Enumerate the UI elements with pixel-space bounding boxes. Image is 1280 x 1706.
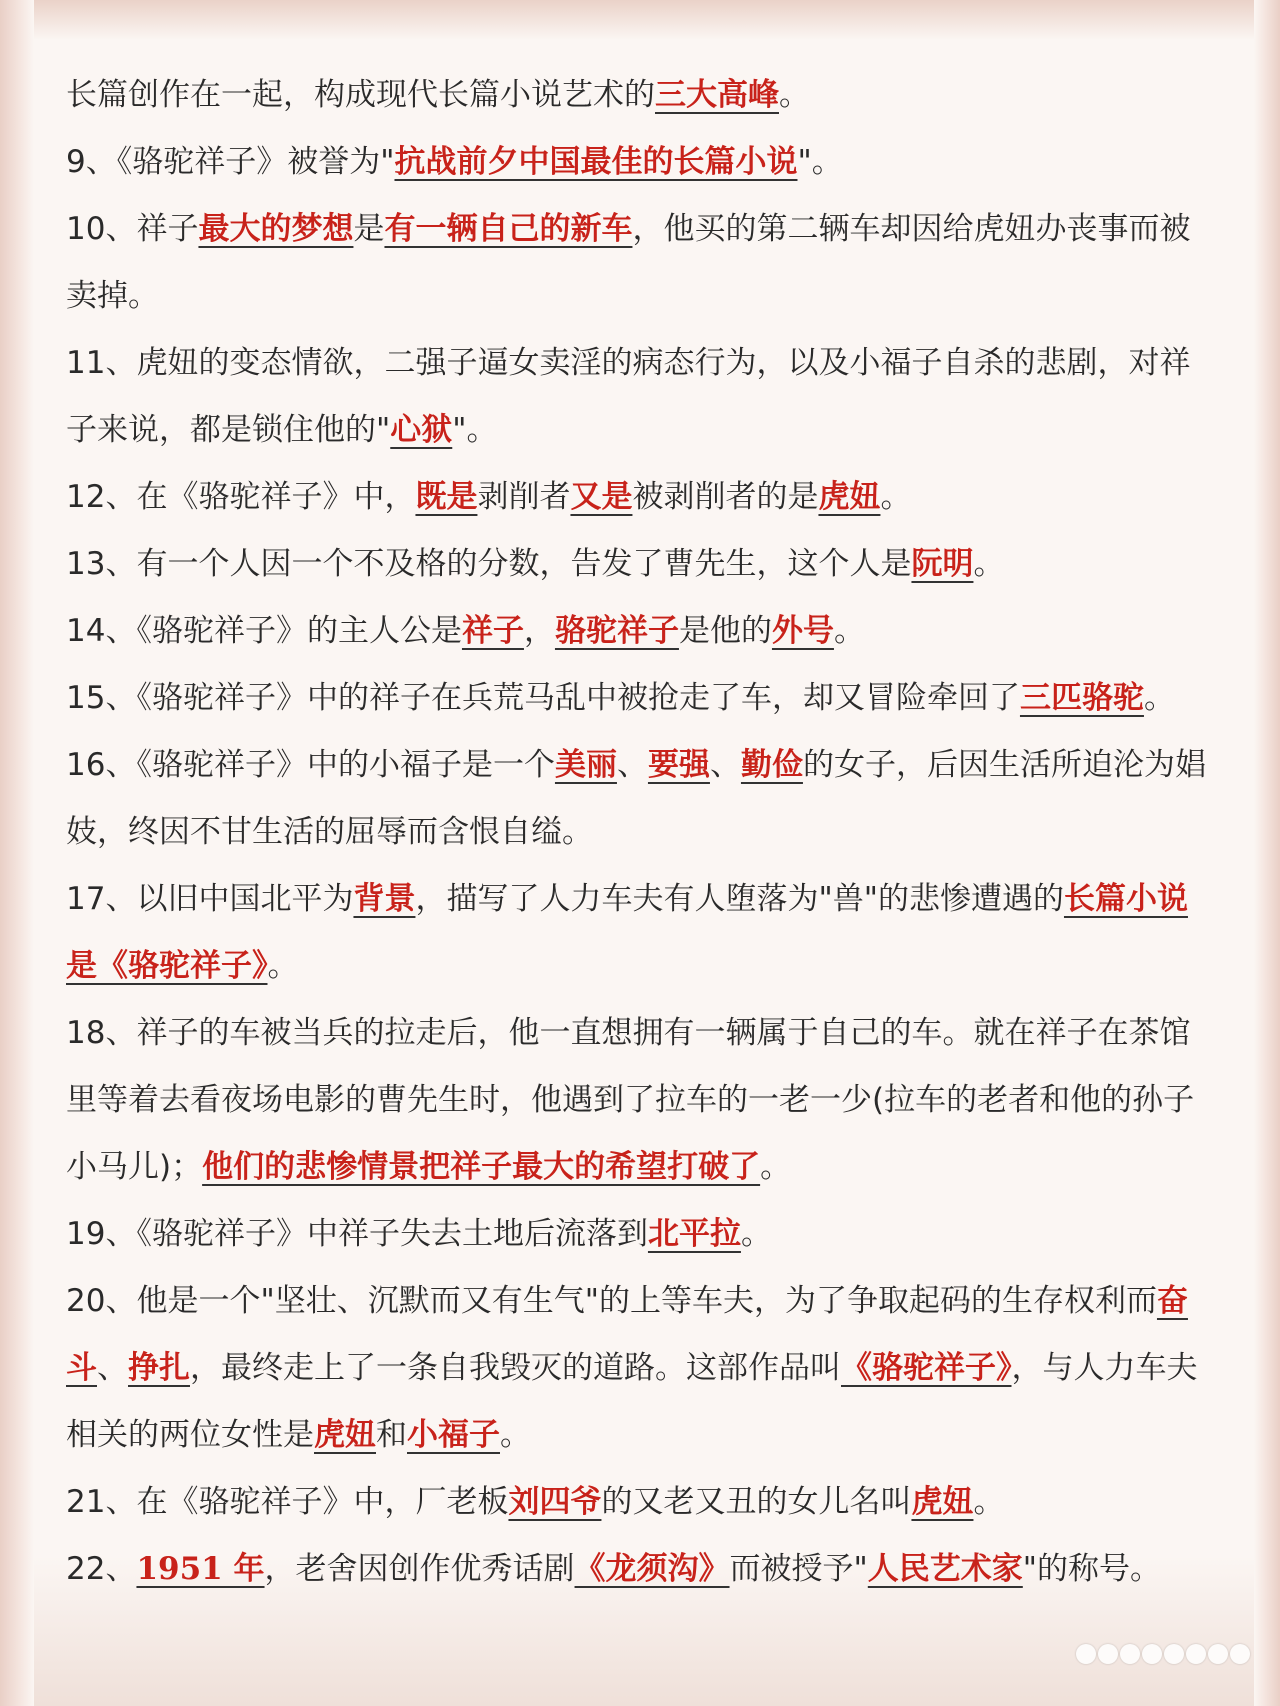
text-segment: 11、虎妞的变态情欲，二强子逼女卖淫的病态行为，以及小福子自杀的悲剧，对祥子来说，都是锁住他的" <box>66 345 1191 448</box>
paragraph <box>66 1469 1216 1536</box>
paragraph <box>66 732 1216 866</box>
highlighted-answer: 长篇小说是《骆驼祥子》 <box>66 881 1188 984</box>
text-segment: ，与人力车夫相关的两位女性是 <box>66 1350 1198 1453</box>
document-page <box>66 62 1216 1603</box>
text-segment: 、 <box>97 1350 128 1386</box>
text-segment: 17、以旧中国北平为 <box>66 881 354 917</box>
paragraph <box>66 1000 1216 1201</box>
text-segment: 。 <box>267 948 299 984</box>
highlighted-answer: 小福子 <box>407 1417 500 1453</box>
highlighted-answer: 祥子 <box>461 613 524 649</box>
text-segment: 剥削者 <box>477 479 571 515</box>
paragraph <box>66 598 1216 665</box>
text-segment: 。 <box>833 613 865 649</box>
dot-icon <box>1208 1644 1228 1664</box>
text-segment: "。 <box>452 412 498 448</box>
text-segment: 而被授予" <box>729 1551 868 1587</box>
text-segment: 被剥削者的是 <box>632 479 819 515</box>
text-segment: 、 <box>616 747 648 783</box>
text-segment: 是 <box>353 211 385 247</box>
highlighted-answer: 1951 年 <box>136 1551 265 1587</box>
highlighted-answer: 奋斗 <box>66 1283 1188 1386</box>
paragraph <box>66 464 1216 531</box>
highlighted-answer: 美丽 <box>554 747 617 783</box>
text-segment: 12、在《骆驼祥子》中， <box>66 479 416 515</box>
text-segment: 的又老又丑的女儿名叫 <box>601 1484 912 1520</box>
text-segment: 10、祥子 <box>66 211 199 247</box>
paragraph <box>66 62 1216 129</box>
frame-left <box>0 0 34 1706</box>
text-segment: 、 <box>709 747 741 783</box>
highlighted-answer: 虎妞 <box>911 1484 974 1520</box>
text-segment: 是他的 <box>678 613 772 649</box>
paragraph <box>66 1201 1216 1268</box>
highlighted-answer: 阮明 <box>911 546 974 582</box>
highlighted-answer: 挣扎 <box>128 1350 190 1386</box>
text-segment: 18、祥子的车被当兵的拉走后，他一直想拥有一辆属于自己的车。就在祥子在茶馆里等着去看夜场电影的曹先生时，他遇到了拉车的一老一少(拉车的老者和他的孙子小马儿)； <box>66 1015 1195 1185</box>
text-segment: ， <box>523 613 555 649</box>
text-segment: ，他买的第二辆车却因给虎妞办丧事而被卖掉。 <box>66 211 1191 314</box>
highlighted-answer: 心狱 <box>390 412 453 448</box>
dot-icon <box>1098 1644 1118 1664</box>
frame-right <box>1254 0 1280 1706</box>
text-segment: 。 <box>880 479 912 515</box>
text-segment: 。 <box>740 1216 772 1252</box>
text-segment: 15、《骆驼祥子》中的祥子在兵荒马乱中被抢走了车，却又冒险牵回了 <box>66 680 1020 716</box>
text-segment: "。 <box>797 144 843 180</box>
more-dots-icon <box>1076 1644 1250 1664</box>
text-segment: 19、《骆驼祥子》中祥子失去土地后流落到 <box>66 1216 648 1252</box>
highlighted-answer: 人民艺术家 <box>867 1551 1023 1587</box>
highlighted-answer: 又是 <box>570 479 633 515</box>
text-segment: ，描写了人力车夫有人堕落为"兽"的悲惨遭遇的 <box>415 881 1064 917</box>
text-segment: 。 <box>973 546 1005 582</box>
highlighted-answer: 《骆驼祥子》 <box>841 1350 1012 1386</box>
paragraph <box>66 129 1216 196</box>
text-segment: 。 <box>779 77 810 113</box>
highlighted-answer: 北平拉 <box>647 1216 741 1252</box>
text-segment: 13、有一个人因一个不及格的分数，告发了曹先生，这个人是 <box>66 546 912 582</box>
paragraph <box>66 1268 1216 1469</box>
text-segment: 20、他是一个"坚壮、沉默而又有生气"的上等车夫，为了争取起码的生存权利而 <box>66 1283 1157 1319</box>
paragraph <box>66 665 1216 732</box>
paragraph <box>66 330 1216 464</box>
text-segment: 。 <box>760 1149 792 1185</box>
highlighted-answer: 三匹骆驼 <box>1019 680 1144 716</box>
text-segment: 长篇创作在一起，构成现代长篇小说艺术的 <box>66 77 655 113</box>
dot-icon <box>1076 1644 1096 1664</box>
highlighted-answer: 虎妞 <box>314 1417 376 1453</box>
dot-icon <box>1142 1644 1162 1664</box>
highlighted-answer: 刘四爷 <box>508 1484 602 1520</box>
highlighted-answer: 有一辆自己的新车 <box>384 211 633 247</box>
text-segment: 9、《骆驼祥子》被誉为" <box>66 144 395 180</box>
highlighted-answer: 要强 <box>647 747 710 783</box>
text-segment: ，老舍因创作优秀话剧 <box>264 1551 575 1587</box>
text-segment: 。 <box>973 1484 1005 1520</box>
paragraph <box>66 531 1216 598</box>
text-segment: "的称号。 <box>1022 1551 1162 1587</box>
paragraph <box>66 196 1216 330</box>
highlighted-answer: 勤俭 <box>740 747 803 783</box>
highlighted-answer: 外号 <box>771 613 834 649</box>
highlighted-answer: 《龙须沟》 <box>574 1551 730 1587</box>
dot-icon <box>1120 1644 1140 1664</box>
text-segment: 14、《骆驼祥子》的主人公是 <box>66 613 462 649</box>
highlighted-answer: 三大高峰 <box>655 77 779 113</box>
dot-icon <box>1230 1644 1250 1664</box>
text-segment: 的女子，后因生活所迫沦为娼妓，终因不甘生活的屈辱而含恨自缢。 <box>66 747 1206 850</box>
highlighted-answer: 既是 <box>415 479 478 515</box>
text-segment: 16、《骆驼祥子》中的小福子是一个 <box>66 747 555 783</box>
highlighted-answer: 骆驼祥子 <box>554 613 679 649</box>
frame-top <box>0 0 1280 40</box>
dot-icon <box>1186 1644 1206 1664</box>
highlighted-answer: 虎妞 <box>818 479 881 515</box>
paragraph <box>66 866 1216 1000</box>
text-segment: 21、在《骆驼祥子》中，厂老板 <box>66 1484 509 1520</box>
highlighted-answer: 抗战前夕中国最佳的长篇小说 <box>394 144 798 180</box>
text-segment: 和 <box>376 1417 407 1453</box>
paragraph <box>66 1536 1216 1603</box>
text-segment: 。 <box>1143 680 1175 716</box>
dot-icon <box>1164 1644 1184 1664</box>
highlighted-answer: 背景 <box>353 881 416 917</box>
highlighted-answer: 他们的悲惨情景把祥子最大的希望打破了 <box>202 1149 761 1185</box>
text-segment: 22、 <box>66 1551 137 1587</box>
text-segment: 。 <box>500 1417 531 1453</box>
text-segment: ，最终走上了一条自我毁灭的道路。这部作品叫 <box>190 1350 841 1386</box>
highlighted-answer: 最大的梦想 <box>198 211 354 247</box>
